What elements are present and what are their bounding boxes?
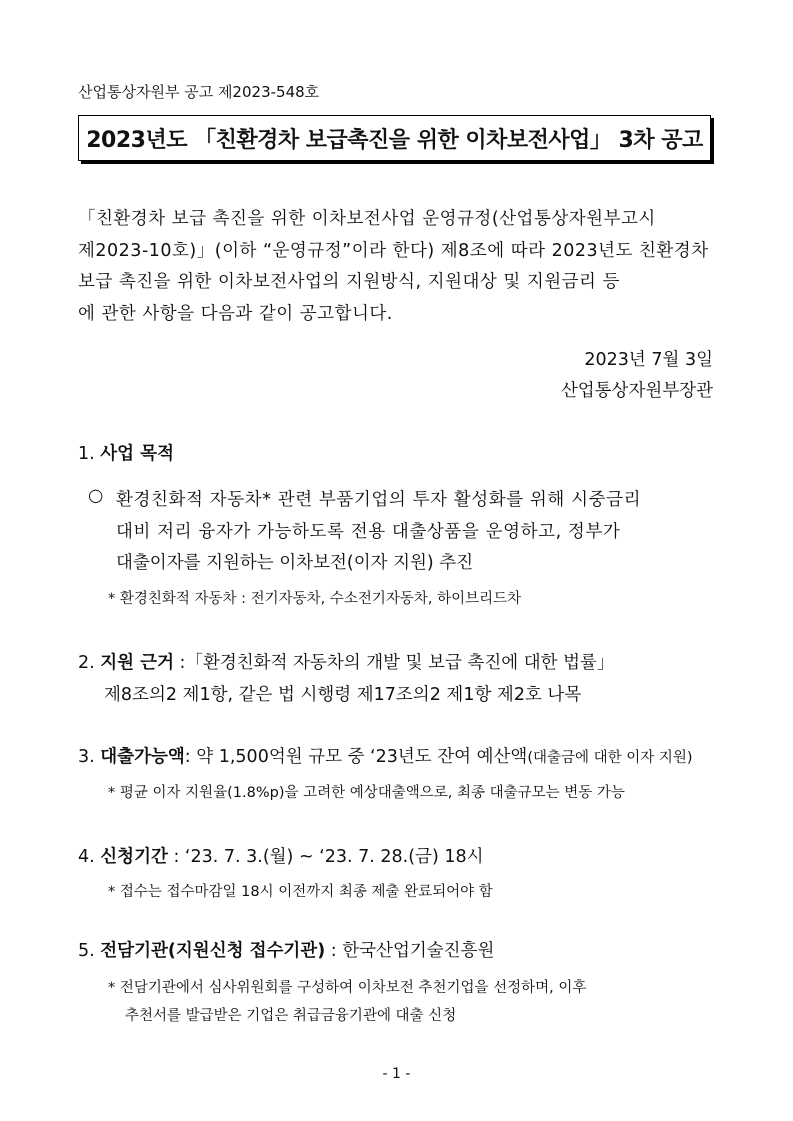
section-2-text: :「환경친화적 자동차의 개발 및 보급 촉진에 대한 법률」: [173, 653, 615, 673]
title-box: [78, 115, 711, 161]
section-5-heading: [78, 937, 494, 962]
section-2-number: 2.: [78, 653, 101, 673]
section-1-line-1: 환경친화적 자동차* 관련 부품기업의 투자 활성화를 위해 시중금리: [116, 490, 642, 510]
document-title: 2023년도 「친환경차 보급촉진을 위한 이차보전사업」 3차 공고: [86, 127, 703, 153]
section-4-title: 신청기간: [100, 847, 168, 867]
section-4-note: * 접수는 접수마감일 18시 이전까지 최종 제출 완료되어야 함: [108, 884, 493, 900]
intro-line-2: 제2023-10호)」(이하 “운영규정”이라 한다) 제8조에 따라 2023년도 친환경차: [78, 241, 709, 261]
notice-number: 산업통상자원부 공고 제2023-548호: [78, 83, 320, 101]
issuer: 산업통상자원부장관: [560, 381, 713, 401]
section-4-text: : ‘23. 7. 3.(월) ~ ‘23. 7. 28.(금) 18시: [167, 847, 484, 867]
section-1-title: 사업 목적: [100, 444, 174, 464]
section-5-number: 5.: [78, 941, 101, 961]
section-1-number: 1.: [78, 444, 101, 464]
section-3-heading: [78, 743, 693, 768]
page-number: - 1 -: [382, 1066, 411, 1082]
section-1-note: * 환경친화적 자동차 : 전기자동차, 수소전기자동차, 하이브리드차: [108, 591, 522, 607]
section-5-text: : 한국산업기술진흥원: [325, 941, 495, 961]
section-5-title: 전담기관(지원신청 접수기관): [100, 941, 326, 961]
section-3-small: (대출금에 대한 이자 지원): [527, 750, 693, 766]
section-2-title: 지원 근거: [100, 653, 174, 673]
section-1-heading: [78, 440, 174, 465]
section-4-number: 4.: [78, 847, 101, 867]
section-5-note-1: * 전담기관에서 심사위원회를 구성하여 이차보전 추천기업을 선정하며, 이후: [108, 980, 587, 996]
section-4-heading: [78, 843, 484, 868]
section-3-text: : 약 1,500억원 규모 중 ‘23년도 잔여 예산액: [184, 747, 528, 767]
intro-line-3: 보급 촉진을 위한 이차보전사업의 지원방식, 지원대상 및 지원금리 등: [78, 272, 620, 292]
section-3-number: 3.: [78, 747, 101, 767]
intro-line-1: 「친환경차 보급 촉진을 위한 이차보전사업 운영규정(산업통상자원부고시: [78, 209, 656, 229]
section-3-title: 대출가능액: [100, 747, 185, 767]
section-1-bullet: ○: [88, 486, 104, 506]
section-1-line-2: 대비 저리 융자가 가능하도록 전용 대출상품을 운영하고, 정부가: [116, 522, 621, 542]
notice-date: 2023년 7월 3일: [584, 350, 713, 370]
section-2-heading: [78, 649, 614, 674]
section-2-line-2: 제8조의2 제1항, 같은 법 시행령 제17조의2 제1항 제2호 나목: [104, 685, 582, 705]
section-5-note-2: 추천서를 발급받은 기업은 취급금융기관에 대출 신청: [125, 1008, 457, 1024]
section-1-line-3: 대출이자를 지원하는 이차보전(이자 지원) 추진: [116, 553, 474, 573]
intro-line-4: 에 관한 사항을 다음과 같이 공고합니다.: [78, 304, 393, 324]
section-3-note: * 평균 이자 지원율(1.8%p)을 고려한 예상대출액으로, 최종 대출규모는 변동 가능: [108, 785, 625, 801]
